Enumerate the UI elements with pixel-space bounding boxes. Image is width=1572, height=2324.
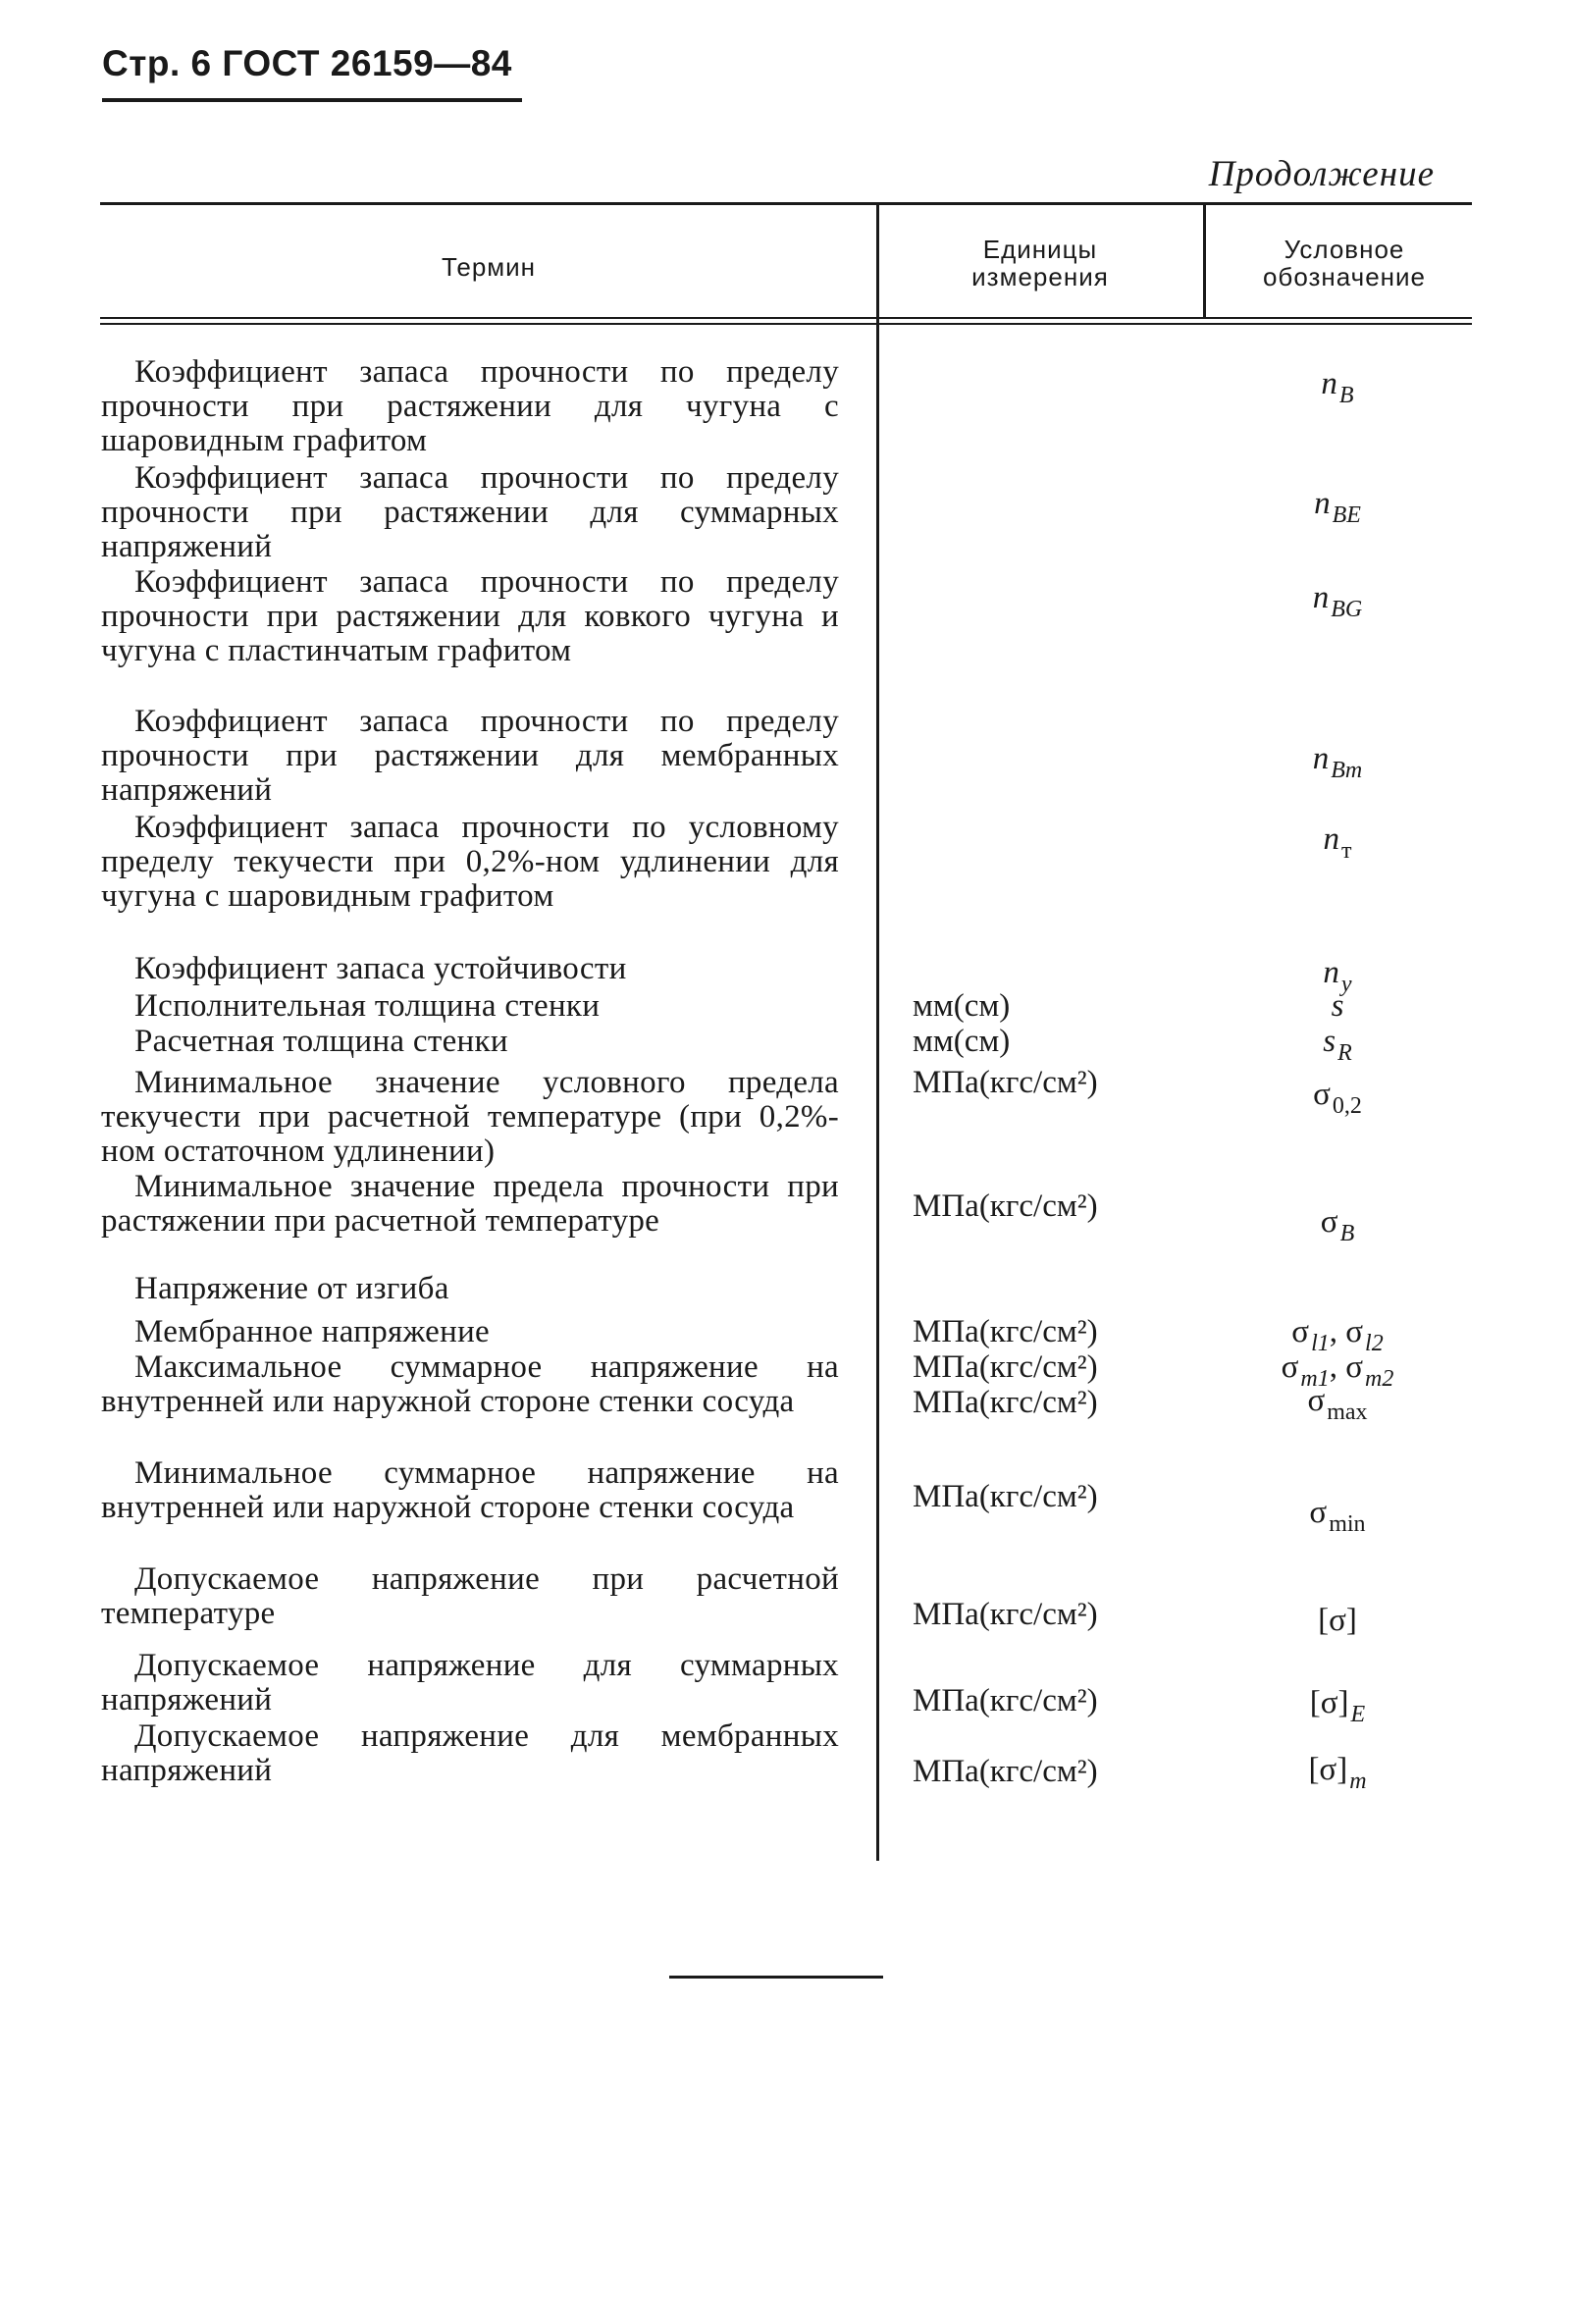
table-head-rule-2	[100, 323, 1472, 325]
term-cell: Мембранное напряжение	[134, 1314, 490, 1349]
symbol-base: s	[1331, 988, 1344, 1024]
symbol-cell	[1205, 989, 1470, 1024]
symbol-cell	[1205, 1495, 1470, 1537]
symbol-cell	[1205, 1077, 1470, 1119]
symbol-subscript: Bm	[1331, 758, 1363, 783]
page-header: Стр. 6 ГОСТ 26159—84	[102, 43, 512, 83]
symbol-cell	[1205, 1604, 1470, 1638]
symbol-subscript: min	[1329, 1511, 1366, 1537]
symbol-cell	[1205, 1024, 1470, 1066]
unit-cell: МПа(кгс/см²)	[913, 1597, 1098, 1632]
term-cell: Минимальное значение предела прочности при растяжении при расчетной температуре	[101, 1169, 839, 1239]
symbol-base: n	[1323, 821, 1339, 857]
symbol-subscript: BG	[1331, 597, 1363, 622]
unit-cell: МПа(кгс/см²)	[913, 1188, 1098, 1224]
symbol-cell	[1205, 741, 1470, 783]
unit-cell: мм(см)	[913, 1024, 1011, 1059]
term-cell: Минимальное значение условного предела текучести при расчетной температуре (при 0,2%-ном остаточном удлинении)	[101, 1065, 839, 1169]
symbol-subscript: m	[1349, 1769, 1367, 1794]
symbol-subscript: 0,2	[1332, 1093, 1362, 1119]
term-cell: Допускаемое напряжение для мембранных напряжений	[101, 1718, 839, 1788]
symbol-base: σ	[1281, 1349, 1299, 1385]
symbol-base: n	[1312, 741, 1330, 776]
symbol-subscript: E	[1350, 1702, 1366, 1727]
symbol-cell	[1205, 821, 1470, 864]
symbol-subscript: l2	[1365, 1331, 1384, 1356]
term-cell: Допускаемое напряжение при расчетной температуре	[101, 1561, 839, 1631]
symbol-cell	[1205, 1685, 1470, 1727]
term-cell: Коэффициент запаса прочности по пределу прочности при растяжении для ковкого чугуна и чугуна с пластинчатым графитом	[101, 564, 839, 668]
footer-rule	[669, 1976, 883, 1979]
symbol-cell	[1205, 1204, 1470, 1246]
symbol-subscript: B	[1339, 1221, 1355, 1246]
term-cell: Допускаемое напряжение для суммарных напряжений	[101, 1648, 839, 1717]
unit-cell: мм(см)	[913, 988, 1011, 1024]
column-divider-2	[1203, 204, 1206, 318]
symbol-subscript: m2	[1365, 1366, 1394, 1392]
symbol-base: σ	[1313, 1077, 1331, 1112]
symbol-cell	[1205, 366, 1470, 408]
unit-cell: МПа(кгс/см²)	[913, 1385, 1098, 1420]
symbol-cell	[1205, 1383, 1470, 1425]
header-rule	[102, 98, 522, 102]
column-header-symbol: Условное обозначение	[1262, 235, 1427, 291]
term-cell: Исполнительная толщина стенки	[134, 988, 601, 1024]
term-cell: Коэффициент запаса устойчивости	[134, 951, 627, 986]
symbol-subscript: т	[1341, 838, 1352, 864]
symbol-subscript: max	[1327, 1400, 1368, 1425]
column-header-term: Термин	[441, 252, 537, 282]
term-cell: Напряжение от изгиба	[134, 1271, 449, 1306]
symbol-cell: $\sigma_{m1}$, $\sigma_{m2}$	[1281, 1349, 1394, 1392]
symbol-base: σ	[1320, 1204, 1338, 1240]
symbol-base: [σ]	[1318, 1603, 1357, 1638]
table-top-rule	[100, 202, 1472, 205]
term-cell: Минимальное суммарное напряжение на внутренней или наружной стороне стенки сосуда	[101, 1455, 839, 1525]
continuation-label: Продолжение	[1208, 154, 1435, 194]
symbol-subscript: B	[1338, 383, 1354, 408]
symbol-subscript: m1	[1300, 1366, 1330, 1392]
term-cell: Коэффициент запаса прочности по пределу прочности при растяжении для чугуна с шаровидным графитом	[101, 354, 839, 458]
symbol-subscript: BE	[1332, 502, 1361, 528]
symbol-cell	[1205, 486, 1470, 528]
unit-cell: МПа(кгс/см²)	[913, 1479, 1098, 1514]
table-head-rule-1	[100, 317, 1472, 319]
symbol-base: n	[1312, 580, 1330, 615]
symbol-subscript: y	[1340, 972, 1352, 997]
unit-cell: МПа(кгс/см²)	[913, 1683, 1098, 1718]
symbol-base: n	[1321, 366, 1337, 401]
symbol-base: σ	[1345, 1349, 1364, 1385]
symbol-base: σ	[1291, 1314, 1310, 1349]
unit-cell: МПа(кгс/см²)	[913, 1314, 1098, 1349]
unit-cell: МПа(кгс/см²)	[913, 1065, 1098, 1100]
term-cell: Коэффициент запаса прочности по пределу прочности при растяжении для суммарных напряжений	[101, 460, 839, 564]
unit-cell: МПа(кгс/см²)	[913, 1754, 1098, 1789]
term-cell: Коэффициент запаса прочности по пределу прочности при растяжении для мембранных напряжений	[101, 704, 839, 808]
column-divider-1	[876, 204, 879, 1861]
symbol-base: n	[1314, 486, 1331, 521]
symbol-subscript: R	[1337, 1040, 1352, 1066]
symbol-base: [σ]	[1308, 1752, 1348, 1787]
symbol-cell: $\sigma_{l1}$, $\sigma_{l2}$	[1291, 1314, 1384, 1356]
symbol-cell	[1205, 1752, 1470, 1794]
symbol-base: σ	[1309, 1495, 1328, 1530]
column-header-unit: Единицы измерения	[971, 235, 1109, 291]
symbol-base: σ	[1307, 1383, 1326, 1418]
symbol-base: [σ]	[1309, 1685, 1349, 1720]
unit-cell: МПа(кгс/см²)	[913, 1349, 1098, 1385]
symbol-subscript: l1	[1311, 1331, 1330, 1356]
symbol-cell	[1205, 580, 1470, 622]
term-cell: Максимальное суммарное напряжение на внутренней или наружной стороне стенки сосуда	[101, 1349, 839, 1419]
term-cell: Расчетная толщина стенки	[134, 1024, 508, 1059]
term-cell: Коэффициент запаса прочности по условному пределу текучести при 0,2%-ном удлинении для чугуна с шаровидным графитом	[101, 810, 839, 914]
symbol-base: s	[1323, 1024, 1336, 1059]
symbol-base: σ	[1345, 1314, 1364, 1349]
symbol-base: n	[1323, 955, 1339, 990]
